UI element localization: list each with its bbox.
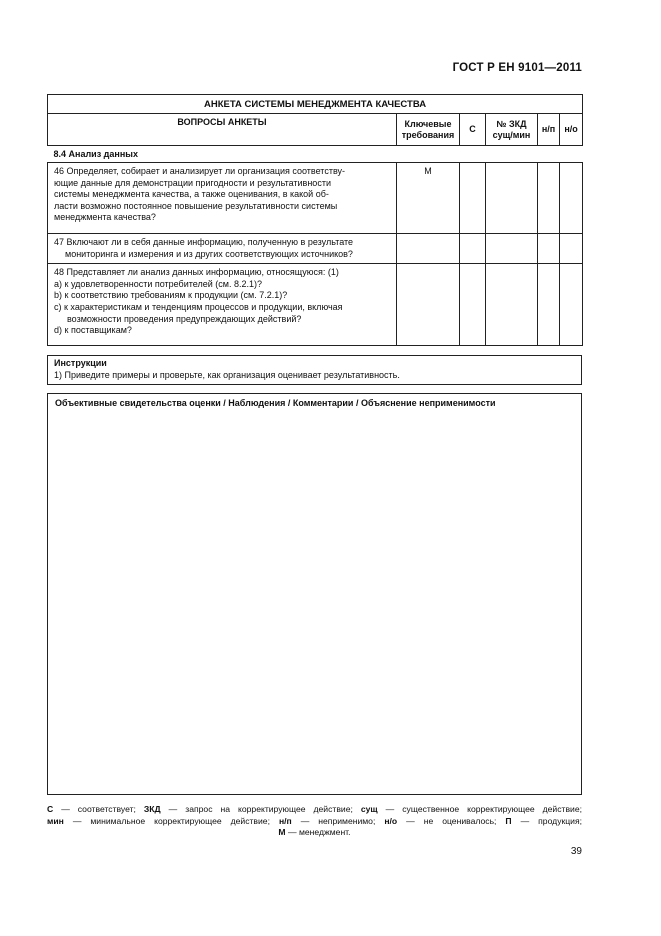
legend-line-1 [47, 804, 582, 816]
question-46-cell-no[interactable] [560, 163, 583, 234]
question-48-main: 48 Представляет ли анализ данных информацию, относящуюся: (1) [54, 267, 339, 278]
legend-abbr: М [278, 827, 286, 838]
column-header-not-evaluated: н/о [560, 114, 583, 146]
column-header-conforms: С [460, 114, 486, 146]
question-46-cell-zkd[interactable] [486, 163, 538, 234]
abbreviations-legend [47, 804, 582, 839]
question-47-line: 47 Включают ли в себя данные информацию, полученную в результате [54, 237, 354, 247]
question-48-key-requirement [397, 264, 460, 346]
question-48-cell-zkd[interactable] [486, 264, 538, 346]
question-48-item-a: a) к удовлетворенности потребителей (см. 8.2.1)? [54, 278, 262, 289]
question-46-line: системы менеджмента качества, а также оценивания, в какой об- [54, 189, 329, 200]
legend-def: — не оценивалось; [397, 815, 506, 826]
document-standard-number: ГОСТ Р ЕН 9101—2011 [452, 62, 582, 74]
question-46-cell-np[interactable] [538, 163, 560, 234]
question-47-cell-np[interactable] [538, 234, 560, 264]
question-47-cell-no[interactable] [560, 234, 583, 264]
legend-def: — неприменимо; [291, 815, 385, 826]
instructions-box [47, 355, 582, 385]
key-requirements-line2: требования [401, 129, 455, 140]
column-header-zkd [486, 114, 538, 146]
legend-abbr: н/о [384, 815, 398, 826]
legend-def: — продукция; [511, 815, 583, 826]
legend-def: — запрос на корректирующее действие; [160, 804, 361, 814]
page-number: 39 [570, 846, 582, 857]
question-48-item-b: b) к соответствию требованиям к продукции (см. 7.2.1)? [54, 290, 288, 301]
table-title: АНКЕТА СИСТЕМЫ МЕНЕДЖМЕНТА КАЧЕСТВА [48, 95, 583, 114]
key-requirements-line1: Ключевые [404, 118, 452, 129]
question-46-text [48, 163, 397, 234]
question-48-item-c-continued: возможности проведения предупреждающих действий? [67, 313, 302, 324]
question-48-cell-no[interactable] [560, 264, 583, 346]
legend-abbr: ЗКД [143, 804, 161, 814]
question-48-text [48, 264, 397, 346]
question-47-key-requirement [397, 234, 460, 264]
question-46-key-requirement: М [397, 163, 460, 234]
legend-abbr: сущ [360, 804, 378, 814]
instructions-title: Инструкции [54, 358, 107, 368]
legend-def: — существенное корректирующее действие; [377, 804, 582, 814]
question-46-cell-c[interactable] [460, 163, 486, 234]
column-header-questions: ВОПРОСЫ АНКЕТЫ [48, 114, 397, 146]
question-47-cell-c[interactable] [460, 234, 486, 264]
section-heading: 8.4 Анализ данных [48, 146, 583, 163]
question-row-46 [48, 163, 583, 234]
evidence-title: Объективные свидетельства оценки / Наблюдения / Комментарии / Объяснение неприменимости [55, 398, 496, 408]
question-48-item-d: d) к поставщикам? [54, 325, 132, 336]
question-46-line: 46 Определяет, собирает и анализирует ли организация соответству- [54, 166, 346, 176]
legend-line-2 [47, 816, 582, 828]
question-row-48 [48, 264, 583, 346]
legend-line-3 [47, 827, 582, 839]
legend-abbr: мин [47, 815, 64, 826]
zkd-line2: сущ/мин [492, 129, 531, 140]
question-46-line: ласти возможно постоянное повышение результативности системы [54, 200, 338, 211]
zkd-line1: № ЗКД [496, 118, 527, 129]
legend-def: — минимальное корректирующее действие; [63, 815, 279, 826]
question-46-line: ющие данные для демонстрации пригодности и результативности [54, 177, 331, 188]
column-header-key-requirements [397, 114, 460, 146]
question-row-47 [48, 234, 583, 264]
legend-abbr: н/п [278, 815, 292, 826]
column-header-not-applicable: н/п [538, 114, 560, 146]
question-47-text [48, 234, 397, 264]
instructions-text: 1) Приведите примеры и проверьте, как организация оценивает результативность. [54, 370, 400, 380]
legend-def: — менеджмент. [285, 827, 351, 838]
questionnaire-table [47, 94, 583, 346]
legend-abbr: П [505, 815, 512, 826]
evidence-box[interactable] [47, 393, 582, 795]
legend-def: — соответствует; [53, 804, 144, 814]
question-46-line: менеджмента качества? [54, 212, 156, 223]
question-48-cell-np[interactable] [538, 264, 560, 346]
legend-abbr: С [47, 804, 54, 814]
question-47-cell-zkd[interactable] [486, 234, 538, 264]
question-48-item-c: c) к характеристикам и тенденциям процессов и продукции, включая [54, 301, 343, 312]
question-47-line: мониторинга и измерения и из других соответствующих источников? [65, 248, 353, 259]
question-48-cell-c[interactable] [460, 264, 486, 346]
